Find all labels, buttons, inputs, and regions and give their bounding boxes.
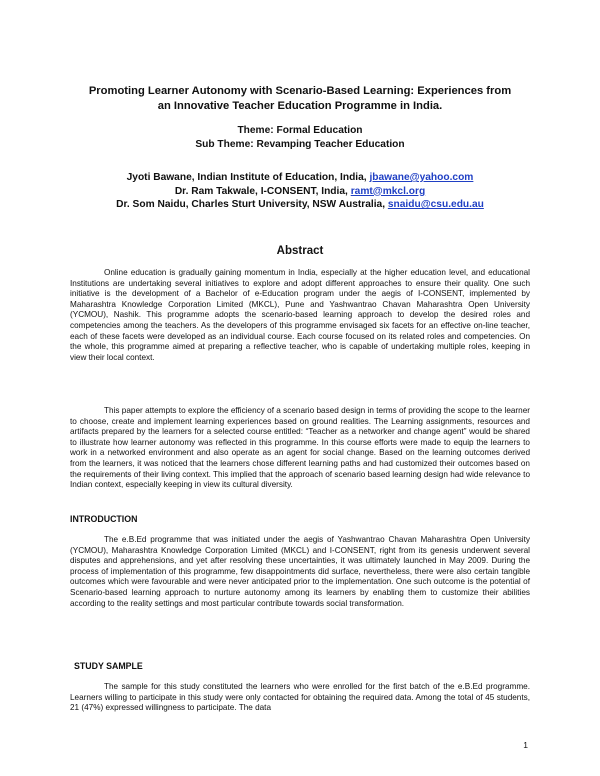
- author-name-affiliation: Jyoti Bawane, Indian Institute of Education, India,: [126, 172, 370, 183]
- title-line-2: an Innovative Teacher Education Programme in India.: [157, 100, 443, 112]
- introduction-paragraph: The e.B.Ed programme that was initiated under the aegis of Yashwantrao Chavan Maharashtra Open University (YCMOU), Maharashtra Knowledge Corporation Limited (MKCL) and I-CONSENT, right from its genesis underwent several disputes and apprehensions, and yet after resolving these uncertainties, it was ultimately launched in May 2009. During the process of implementation of this programme, few disappointments did surface, nevertheless, there were also certain tangible outcomes which were favourable and were never anticipated prior to the implementation. One such outcome is the potential of Scenario-based learning approach to nurture autonomy among its learners by enabling them to customize their abilities according to the reality settings and most particular contribute towards social transformation.: [70, 535, 530, 608]
- abstract-paragraph-1: Online education is gradually gaining momentum in India, especially at the higher education level, and educational Institutions are undertaking several initiatives to explore and adopt different approaches to ensure their quality. One such initiative is the development of a Bachelor of e-Education program under the aegis of I-CONSENT, implemented by Maharashtra Knowledge Corporation Limited (MKCL), Pune and Yashwantrao Chavan Maharashtra Open University (YCMOU), Nashik. This programme adopts the scenario-based learning approach to develop the desired roles and competencies among the teachers. As the developers of this programme envisaged six facets for an effective on-line teacher, each of these facets were developed as an individual course. Each course focused on its related roles and competencies. On the whole, this programme aimed at preparing a reflective teacher, who is capable of undertaking multiple roles, keeping in view their local context.: [70, 268, 530, 362]
- author-line: [40, 185, 560, 199]
- author-list: [40, 171, 560, 212]
- title-line-1: Promoting Learner Autonomy with Scenario-Based Learning: Experiences from: [88, 85, 512, 97]
- abstract-paragraph-2: This paper attempts to explore the efficiency of a scenario based design in terms of providing the scope to the learner to choose, create and implement learning experiences based on ground realities. The Learning assignments, resources and artifacts prepared by the learners for a selected course entitled: “Teacher as a networker and change agent” would be shared to illustrate how learner autonomy was reflected in this programme. In this course efforts were made to equip the learners to work in a networked environment and also operate as an agent for social change. Based on the learning outcomes derived from the learners, it was noticed that the learners chose different learning paths and had customized their outcomes based on the requirements of their living context. This implied that the approach of scenario based learning design had wide relevance to Indian context, especially keeping in view its cultural diversity.: [70, 406, 530, 490]
- introduction-heading: INTRODUCTION: [70, 514, 138, 524]
- author-name-affiliation: Dr. Ram Takwale, I-CONSENT, India,: [174, 185, 351, 197]
- abstract-heading: Abstract: [276, 245, 324, 257]
- author-line: [40, 171, 560, 185]
- theme-line: Theme: Formal Education: [237, 125, 363, 136]
- study-sample-paragraph: The sample for this study constituted the learners who were enrolled for the first batch of the e.B.Ed programme. Learners willing to participate in this study were only contacted for obtaining the required data. Among the total of 45 students, 21 (47%) expressed willingness to participate. The data: [70, 682, 530, 713]
- theme-block: [60, 124, 540, 151]
- author-email-link[interactable]: jbawane@yahoo.com: [369, 172, 474, 183]
- author-line: [40, 198, 560, 212]
- paper-title: [60, 84, 540, 114]
- page-number: 1: [523, 740, 528, 750]
- author-email-link[interactable]: snaidu@csu.edu.au: [387, 199, 484, 211]
- author-name-affiliation: Dr. Som Naidu, Charles Sturt University, NSW Australia,: [116, 199, 388, 211]
- subtheme-line: Sub Theme: Revamping Teacher Education: [195, 138, 405, 150]
- author-email-link[interactable]: ramt@mkcl.org: [350, 185, 426, 197]
- study-sample-heading: STUDY SAMPLE: [74, 661, 143, 671]
